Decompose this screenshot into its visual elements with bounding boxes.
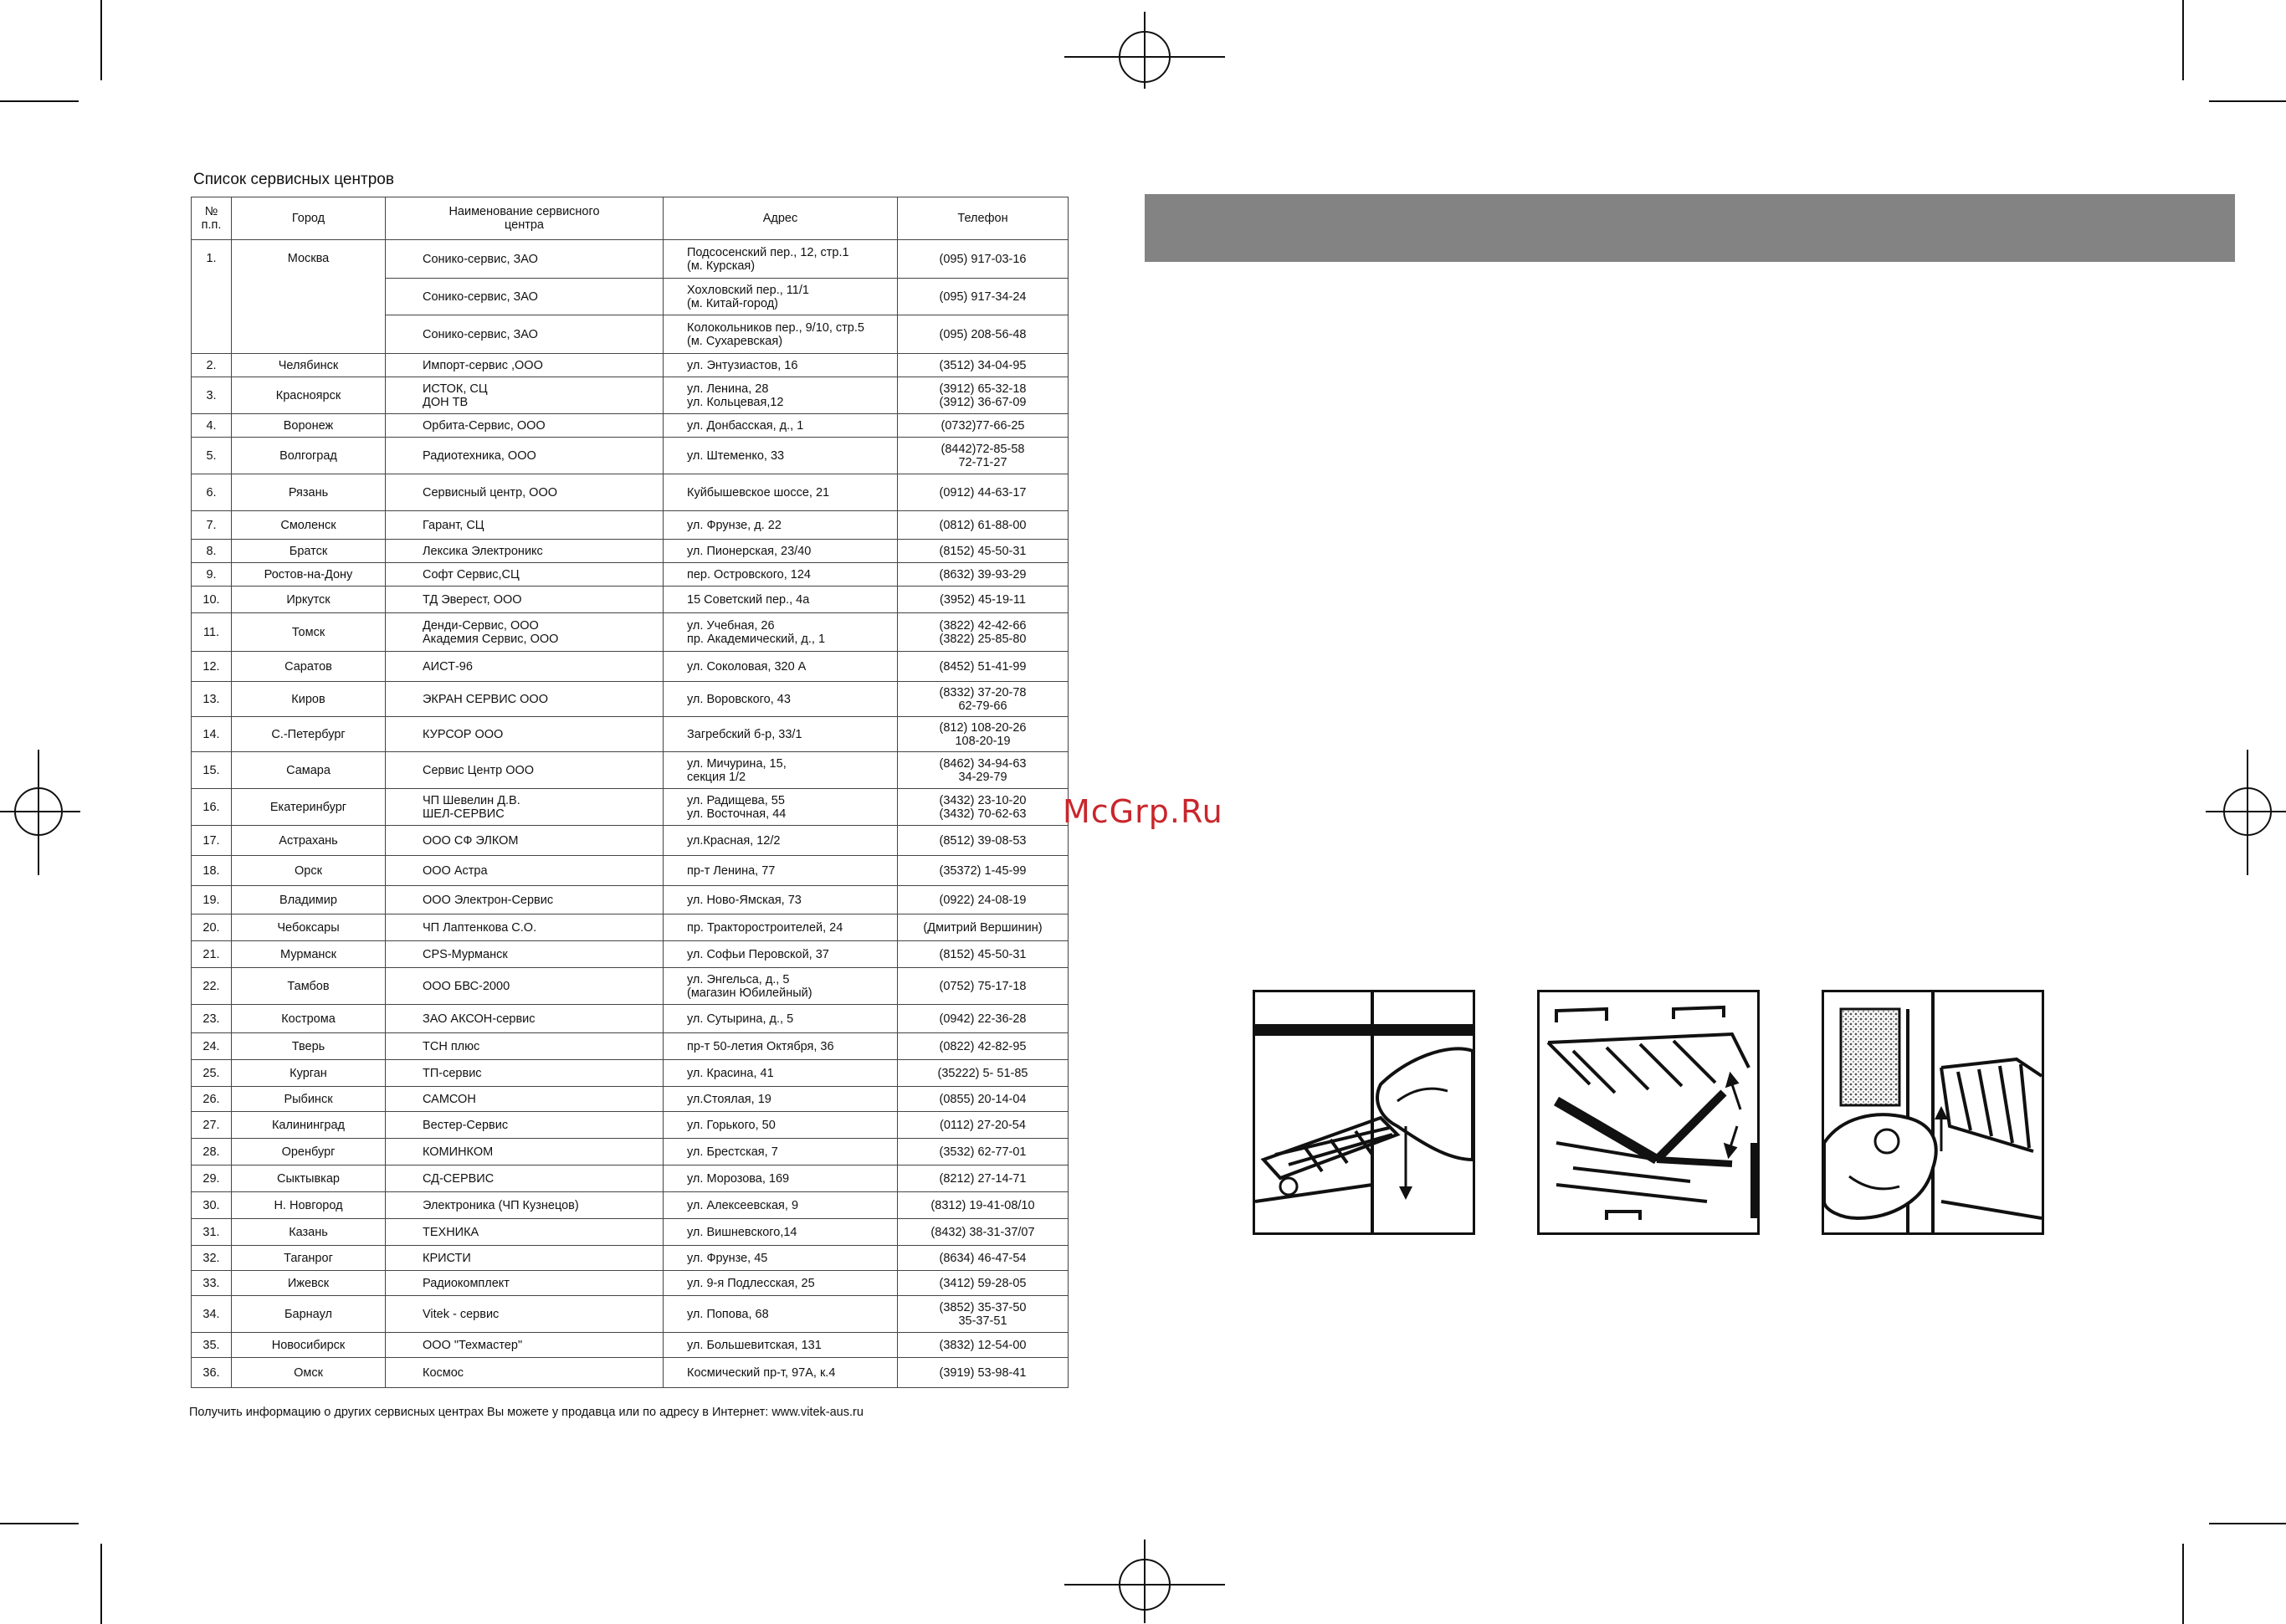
table-body	[192, 240, 1069, 1388]
row-phone: (8312) 19-41-08/10	[898, 1192, 1069, 1219]
row-city: Новосибирск	[232, 1333, 386, 1358]
row-center-name: ЭКРАН СЕРВИС ООО	[386, 682, 664, 717]
row-address: Космический пр-т, 97А, к.4	[664, 1358, 898, 1388]
row-city: С.-Петербург	[232, 717, 386, 752]
row-city: Иркутск	[232, 587, 386, 613]
row-number: 20.	[192, 914, 232, 941]
row-city: Владимир	[232, 886, 386, 914]
row-address: ул.Стоялая, 19	[664, 1087, 898, 1112]
row-city: Москва	[232, 240, 386, 354]
row-number: 25.	[192, 1060, 232, 1087]
crop-mark-tr-h	[2209, 100, 2286, 102]
row-center-name: ЧП Лаптенкова С.О.	[386, 914, 664, 941]
row-phone: (095) 917-03-16	[898, 240, 1069, 279]
header-number: № п.п.	[192, 197, 232, 240]
row-phone: (3912) 65-32-18 (3912) 36-67-09	[898, 377, 1069, 414]
crop-mark-bl-v	[100, 1544, 102, 1624]
table-row	[192, 826, 1069, 856]
row-city: Братск	[232, 540, 386, 563]
row-address: ул. Донбасская, д., 1	[664, 414, 898, 438]
row-city: Таганрог	[232, 1246, 386, 1271]
table-row	[192, 652, 1069, 682]
row-center-name: АИСТ-96	[386, 652, 664, 682]
row-address: ул. Соколовая, 320 А	[664, 652, 898, 682]
row-address: ул. Энгельса, д., 5 (магазин Юбилейный)	[664, 968, 898, 1005]
row-number: 10.	[192, 587, 232, 613]
row-city: Оренбург	[232, 1139, 386, 1165]
row-phone: (0922) 24-08-19	[898, 886, 1069, 914]
table-row	[192, 1219, 1069, 1246]
row-phone: (0855) 20-14-04	[898, 1087, 1069, 1112]
crop-mark-tl-v	[100, 0, 102, 80]
crop-mark-br-h	[2209, 1523, 2286, 1524]
row-number: 19.	[192, 886, 232, 914]
row-center-name: Лексика Электроникс	[386, 540, 664, 563]
table-row	[192, 1246, 1069, 1271]
row-city: Волгоград	[232, 438, 386, 474]
row-number: 3.	[192, 377, 232, 414]
row-address: Загребский б-р, 33/1	[664, 717, 898, 752]
row-city: Кострома	[232, 1005, 386, 1033]
row-city: Самара	[232, 752, 386, 789]
table-row	[192, 438, 1069, 474]
row-city: Чебоксары	[232, 914, 386, 941]
header-name: Наименование сервисного центра	[386, 197, 664, 240]
row-address: ул. Ленина, 28 ул. Кольцевая,12	[664, 377, 898, 414]
row-address: ул. Энтузиастов, 16	[664, 354, 898, 377]
row-address: ул. Фрунзе, д. 22	[664, 511, 898, 540]
row-center-name: Космос	[386, 1358, 664, 1388]
table-row	[192, 511, 1069, 540]
row-phone: (3952) 45-19-11	[898, 587, 1069, 613]
row-center-name: Электроника (ЧП Кузнецов)	[386, 1192, 664, 1219]
row-phone: (8512) 39-08-53	[898, 826, 1069, 856]
table-row	[192, 474, 1069, 511]
row-address: пр. Тракторостроителей, 24	[664, 914, 898, 941]
row-center-name: Сонико-сервис, ЗАО	[386, 279, 664, 315]
header-address: Адрес	[664, 197, 898, 240]
row-phone: (3919) 53-98-41	[898, 1358, 1069, 1388]
row-address: ул. Попова, 68	[664, 1296, 898, 1333]
section-header-bar	[1145, 194, 2235, 262]
row-center-name: ООО Астра	[386, 856, 664, 886]
row-address: ул. Сутырина, д., 5	[664, 1005, 898, 1033]
row-phone: (0752) 75-17-18	[898, 968, 1069, 1005]
row-phone: (35372) 1-45-99	[898, 856, 1069, 886]
row-address: ул. 9-я Подлесская, 25	[664, 1271, 898, 1296]
row-center-name: ТЕХНИКА	[386, 1219, 664, 1246]
crop-mark-br-v	[2182, 1544, 2184, 1624]
row-address: пер. Островского, 124	[664, 563, 898, 587]
row-address: Колокольников пер., 9/10, стр.5 (м. Сухаревская)	[664, 315, 898, 354]
registration-mark-left	[0, 750, 80, 875]
row-phone: (0942) 22-36-28	[898, 1005, 1069, 1033]
row-center-name: ЗАО АКСОН-сервис	[386, 1005, 664, 1033]
row-number: 30.	[192, 1192, 232, 1219]
row-center-name: Сервисный центр, ООО	[386, 474, 664, 511]
row-center-name: ТД Эверест, ООО	[386, 587, 664, 613]
row-center-name: ТП-сервис	[386, 1060, 664, 1087]
row-city: Тамбов	[232, 968, 386, 1005]
row-center-name: КОМИНКОМ	[386, 1139, 664, 1165]
table-row	[192, 354, 1069, 377]
row-city: Сыктывкар	[232, 1165, 386, 1192]
row-address: ул. Вишневского,14	[664, 1219, 898, 1246]
row-city: Мурманск	[232, 941, 386, 968]
table-row	[192, 1296, 1069, 1333]
row-number: 6.	[192, 474, 232, 511]
table-row	[192, 540, 1069, 563]
row-center-name: Софт Сервис,СЦ	[386, 563, 664, 587]
row-phone: (8442)72-85-58 72-71-27	[898, 438, 1069, 474]
row-city: Челябинск	[232, 354, 386, 377]
row-city: Красноярск	[232, 377, 386, 414]
row-center-name: Радиотехника, ООО	[386, 438, 664, 474]
table-row	[192, 1139, 1069, 1165]
row-center-name: ООО Электрон-Сервис	[386, 886, 664, 914]
row-address: ул. Брестская, 7	[664, 1139, 898, 1165]
row-address: пр-т 50-летия Октября, 36	[664, 1033, 898, 1060]
row-city: Астрахань	[232, 826, 386, 856]
row-address: ул. Радищева, 55 ул. Восточная, 44	[664, 789, 898, 826]
row-number: 18.	[192, 856, 232, 886]
header-phone: Телефон	[898, 197, 1069, 240]
row-number: 7.	[192, 511, 232, 540]
row-phone: (3832) 12-54-00	[898, 1333, 1069, 1358]
row-address: ул. Алексеевская, 9	[664, 1192, 898, 1219]
row-number: 9.	[192, 563, 232, 587]
row-phone: (8332) 37-20-78 62-79-66	[898, 682, 1069, 717]
row-number: 2.	[192, 354, 232, 377]
registration-mark-top	[1064, 12, 1225, 89]
table-row	[192, 682, 1069, 717]
illustration-rack-tilt	[1537, 990, 1760, 1235]
table-row	[192, 886, 1069, 914]
crop-mark-tl-h	[0, 100, 79, 102]
row-phone: (095) 208-56-48	[898, 315, 1069, 354]
table-row	[192, 1271, 1069, 1296]
row-number: 23.	[192, 1005, 232, 1033]
row-number: 14.	[192, 717, 232, 752]
row-address: Хохловский пер., 11/1 (м. Китай-город)	[664, 279, 898, 315]
row-phone: (812) 108-20-26 108-20-19	[898, 717, 1069, 752]
row-phone: (3432) 23-10-20 (3432) 70-62-63	[898, 789, 1069, 826]
row-phone: (8632) 39-93-29	[898, 563, 1069, 587]
row-center-name: Vitek - сервис	[386, 1296, 664, 1333]
row-address: пр-т Ленина, 77	[664, 856, 898, 886]
row-address: ул. Морозова, 169	[664, 1165, 898, 1192]
row-address: ул. Пионерская, 23/40	[664, 540, 898, 563]
row-number: 28.	[192, 1139, 232, 1165]
table-row	[192, 1033, 1069, 1060]
row-address: ул. Воровского, 43	[664, 682, 898, 717]
row-city: Киров	[232, 682, 386, 717]
illustration-rack-remove	[1822, 990, 2044, 1235]
row-city: Томск	[232, 613, 386, 652]
row-number: 26.	[192, 1087, 232, 1112]
row-number: 4.	[192, 414, 232, 438]
row-center-name: КРИСТИ	[386, 1246, 664, 1271]
row-phone: (3532) 62-77-01	[898, 1139, 1069, 1165]
table-row	[192, 1192, 1069, 1219]
table-row	[192, 717, 1069, 752]
row-number: 33.	[192, 1271, 232, 1296]
row-city: Н. Новгород	[232, 1192, 386, 1219]
row-number: 11.	[192, 613, 232, 652]
row-address: ул. Штеменко, 33	[664, 438, 898, 474]
row-number: 34.	[192, 1296, 232, 1333]
row-center-name: Сонико-сервис, ЗАО	[386, 240, 664, 279]
row-phone: (Дмитрий Вершинин)	[898, 914, 1069, 941]
table-row	[192, 941, 1069, 968]
row-city: Орск	[232, 856, 386, 886]
table-header-row	[192, 197, 1069, 240]
table-row	[192, 1358, 1069, 1388]
row-center-name: Денди-Сервис, ООО Академия Сервис, ООО	[386, 613, 664, 652]
row-number: 12.	[192, 652, 232, 682]
row-number: 24.	[192, 1033, 232, 1060]
row-phone: (8152) 45-50-31	[898, 941, 1069, 968]
registration-mark-bottom	[1064, 1539, 1225, 1623]
row-center-name: ИСТОК, СЦ ДОН ТВ	[386, 377, 664, 414]
row-address: ул. Большевитская, 131	[664, 1333, 898, 1358]
row-city: Омск	[232, 1358, 386, 1388]
row-number: 15.	[192, 752, 232, 789]
row-phone: (3512) 34-04-95	[898, 354, 1069, 377]
row-phone: (8634) 46-47-54	[898, 1246, 1069, 1271]
row-city: Рыбинск	[232, 1087, 386, 1112]
row-number: 32.	[192, 1246, 232, 1271]
row-address: ул. Софьи Перовской, 37	[664, 941, 898, 968]
row-number: 16.	[192, 789, 232, 826]
illustration-rack-insert	[1253, 990, 1475, 1235]
row-number: 31.	[192, 1219, 232, 1246]
table-row	[192, 1165, 1069, 1192]
row-center-name: ООО "Техмастер"	[386, 1333, 664, 1358]
row-phone: (0732)77-66-25	[898, 414, 1069, 438]
table-row	[192, 1060, 1069, 1087]
table-row	[192, 377, 1069, 414]
header-city: Город	[232, 197, 386, 240]
row-city: Курган	[232, 1060, 386, 1087]
row-number: 1.	[192, 240, 232, 354]
table-row	[192, 968, 1069, 1005]
row-phone: (8452) 51-41-99	[898, 652, 1069, 682]
row-city: Рязань	[232, 474, 386, 511]
row-address: ул.Красная, 12/2	[664, 826, 898, 856]
row-center-name: ООО СФ ЭЛКОМ	[386, 826, 664, 856]
table-row	[192, 1087, 1069, 1112]
table-row	[192, 752, 1069, 789]
page-title: Список сервисных центров	[193, 171, 394, 188]
row-address: ул. Мичурина, 15, секция 1/2	[664, 752, 898, 789]
row-number: 5.	[192, 438, 232, 474]
row-phone: (095) 917-34-24	[898, 279, 1069, 315]
table-row	[192, 587, 1069, 613]
row-city: Смоленск	[232, 511, 386, 540]
table-row	[192, 563, 1069, 587]
row-address: ул. Учебная, 26 пр. Академический, д., 1	[664, 613, 898, 652]
row-number: 17.	[192, 826, 232, 856]
row-city: Калининград	[232, 1112, 386, 1139]
row-center-name: КУРСОР ООО	[386, 717, 664, 752]
table-row	[192, 613, 1069, 652]
table-row	[192, 1333, 1069, 1358]
row-city: Екатеринбург	[232, 789, 386, 826]
table-row	[192, 414, 1069, 438]
row-address: ул. Красина, 41	[664, 1060, 898, 1087]
row-center-name: Вестер-Сервис	[386, 1112, 664, 1139]
row-phone: (0912) 44-63-17	[898, 474, 1069, 511]
row-city: Казань	[232, 1219, 386, 1246]
row-phone: (0812) 61-88-00	[898, 511, 1069, 540]
row-city: Ростов-на-Дону	[232, 563, 386, 587]
row-center-name: Радиокомплект	[386, 1271, 664, 1296]
row-address: ул. Ново-Ямская, 73	[664, 886, 898, 914]
row-center-name: Гарант, СЦ	[386, 511, 664, 540]
service-centers-table	[191, 197, 1069, 1388]
row-number: 8.	[192, 540, 232, 563]
crop-mark-bl-h	[0, 1523, 79, 1524]
row-center-name: CPS-Мурманск	[386, 941, 664, 968]
row-city: Тверь	[232, 1033, 386, 1060]
row-phone: (8152) 45-50-31	[898, 540, 1069, 563]
row-city: Барнаул	[232, 1296, 386, 1333]
row-number: 22.	[192, 968, 232, 1005]
row-center-name: Орбита-Сервис, ООО	[386, 414, 664, 438]
row-center-name: Импорт-сервис ,ООО	[386, 354, 664, 377]
table-row	[192, 856, 1069, 886]
row-city: Ижевск	[232, 1271, 386, 1296]
row-address: Куйбышевское шоссе, 21	[664, 474, 898, 511]
row-city: Саратов	[232, 652, 386, 682]
row-number: 29.	[192, 1165, 232, 1192]
crop-mark-tr-v	[2182, 0, 2184, 80]
table-row	[192, 789, 1069, 826]
row-phone: (8432) 38-31-37/07	[898, 1219, 1069, 1246]
row-phone: (8212) 27-14-71	[898, 1165, 1069, 1192]
row-center-name: ЧП Шевелин Д.В. ШЕЛ-СЕРВИС	[386, 789, 664, 826]
row-address: 15 Советский пер., 4а	[664, 587, 898, 613]
row-center-name: СД-СЕРВИС	[386, 1165, 664, 1192]
row-number: 21.	[192, 941, 232, 968]
row-phone: (0822) 42-82-95	[898, 1033, 1069, 1060]
watermark: McGrp.Ru	[1063, 793, 1223, 830]
row-number: 35.	[192, 1333, 232, 1358]
row-center-name: ООО БВС-2000	[386, 968, 664, 1005]
footnote: Получить информацию о других сервисных центрах Вы можете у продавца или по адресу в Интернет: www.vitek-aus.ru	[189, 1406, 864, 1419]
row-number: 13.	[192, 682, 232, 717]
table-row	[192, 914, 1069, 941]
table-row	[192, 240, 1069, 279]
row-center-name: ТСН плюс	[386, 1033, 664, 1060]
row-phone: (3852) 35-37-50 35-37-51	[898, 1296, 1069, 1333]
row-address: ул. Фрунзе, 45	[664, 1246, 898, 1271]
row-number: 27.	[192, 1112, 232, 1139]
registration-mark-right	[2206, 750, 2286, 875]
row-address: Подсосенский пер., 12, стр.1 (м. Курская)	[664, 240, 898, 279]
row-center-name: Сервис Центр ООО	[386, 752, 664, 789]
row-phone: (0112) 27-20-54	[898, 1112, 1069, 1139]
row-phone: (35222) 5- 51-85	[898, 1060, 1069, 1087]
row-address: ул. Горького, 50	[664, 1112, 898, 1139]
table-row	[192, 1005, 1069, 1033]
row-center-name: САМСОН	[386, 1087, 664, 1112]
row-phone: (3822) 42-42-66 (3822) 25-85-80	[898, 613, 1069, 652]
row-city: Воронеж	[232, 414, 386, 438]
row-number: 36.	[192, 1358, 232, 1388]
row-phone: (3412) 59-28-05	[898, 1271, 1069, 1296]
row-phone: (8462) 34-94-63 34-29-79	[898, 752, 1069, 789]
row-center-name: Сонико-сервис, ЗАО	[386, 315, 664, 354]
table-row	[192, 1112, 1069, 1139]
